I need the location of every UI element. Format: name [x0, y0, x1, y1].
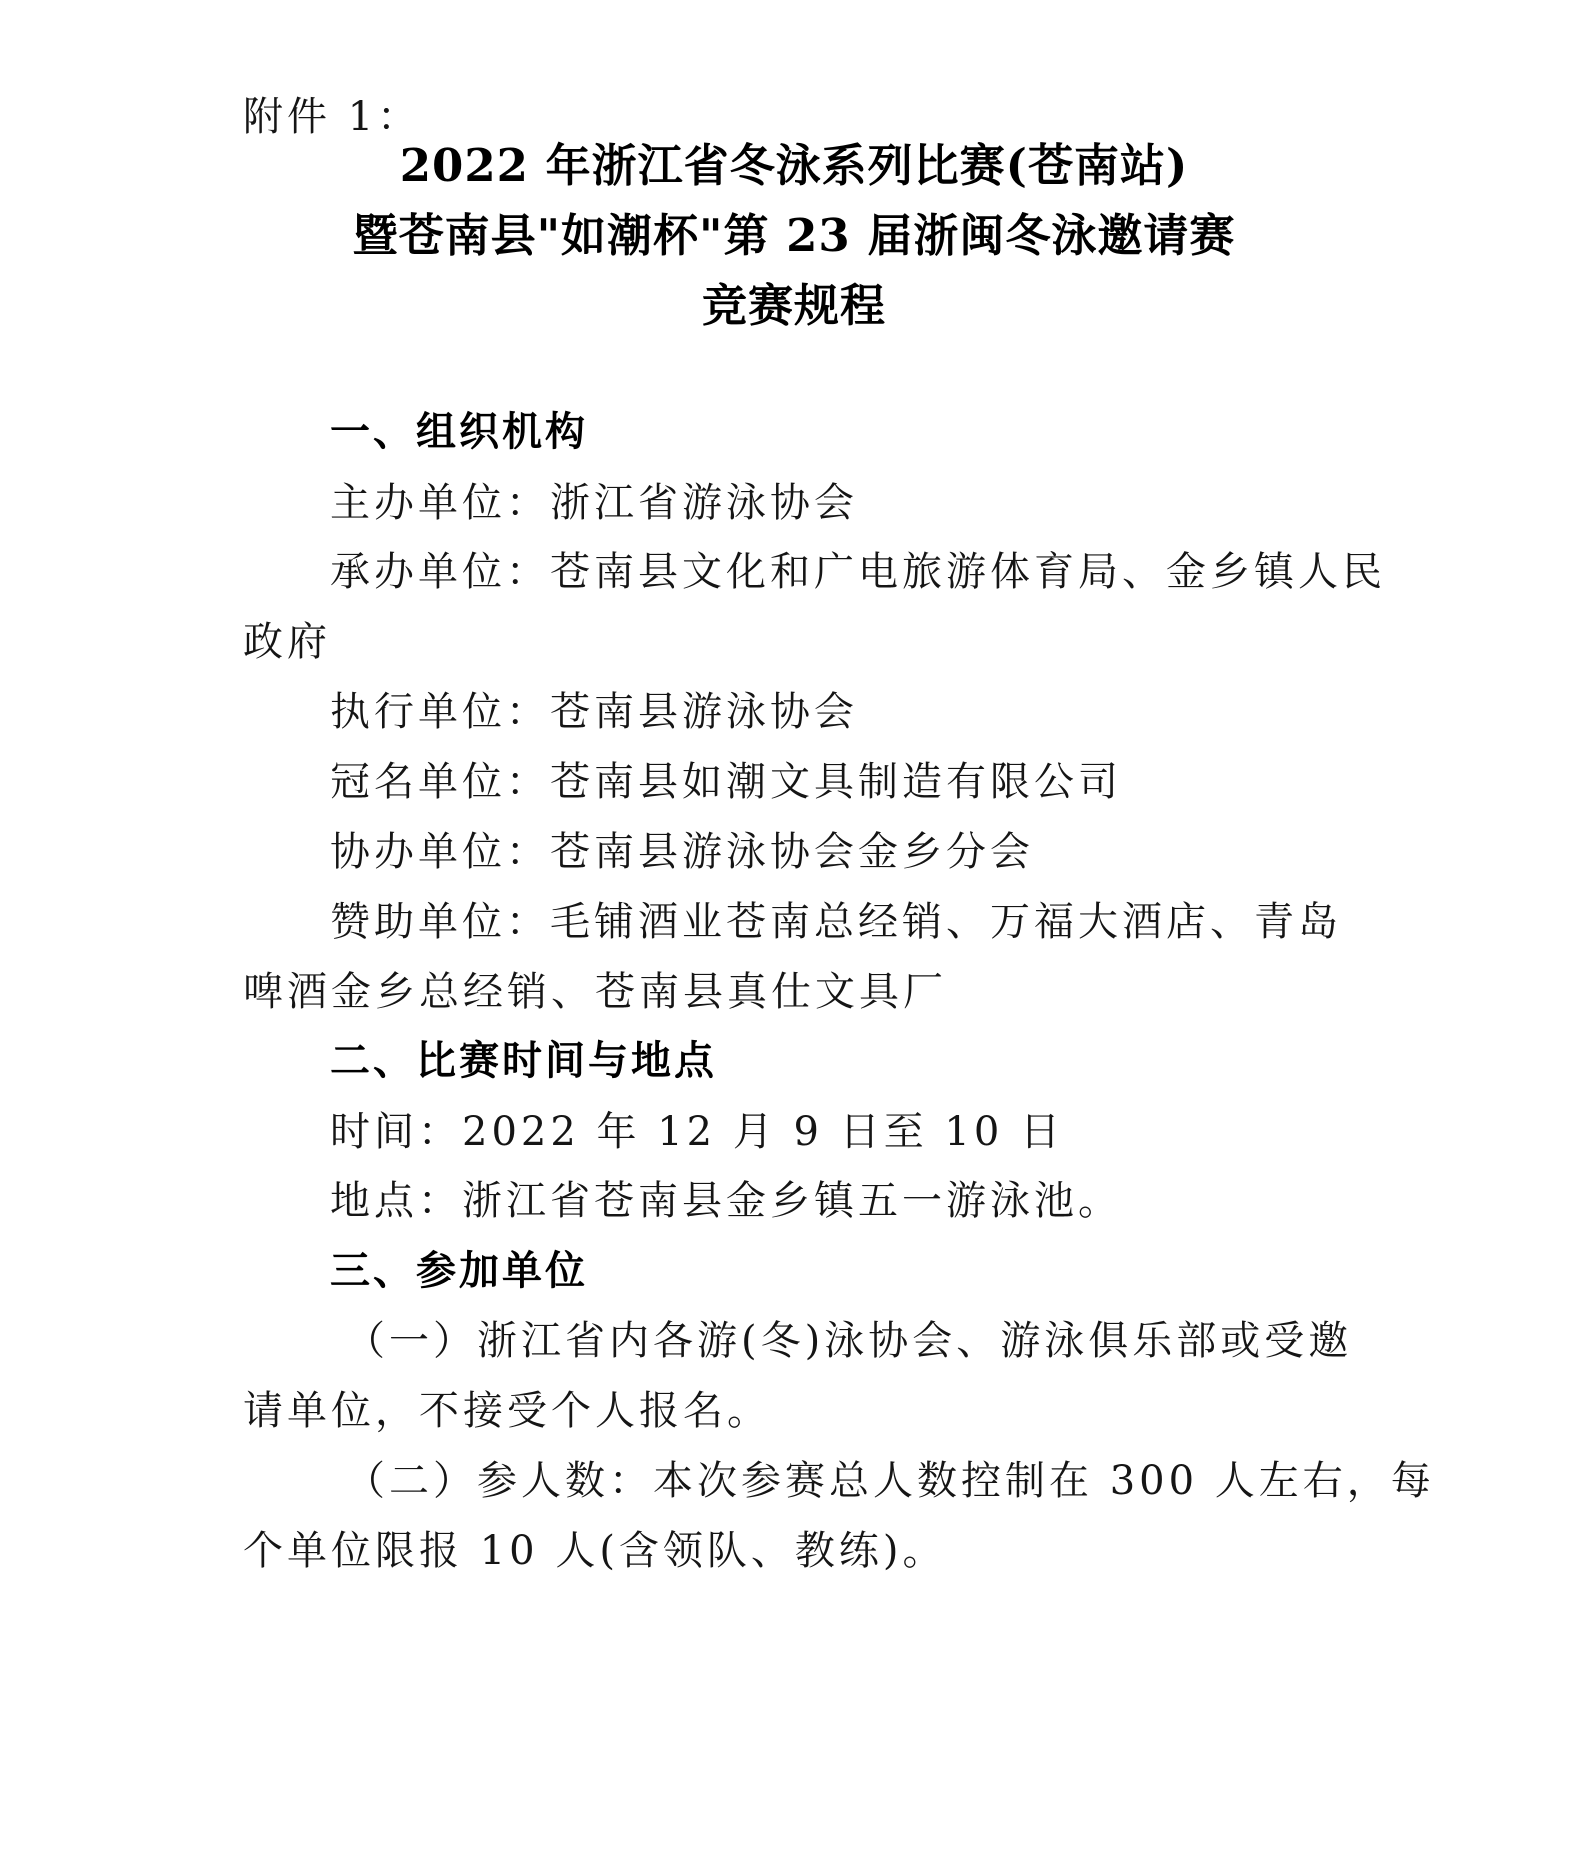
- title-sponsor-unit: 冠名单位：苍南县如潮文具制造有限公司: [330, 759, 1122, 805]
- attachment-label: 附件 1：: [243, 94, 422, 140]
- organizer-unit-line-2: 政府: [243, 619, 331, 665]
- item-1-line-2: 请单位，不接受个人报名。: [243, 1388, 771, 1434]
- event-time: 时间：2022 年 12 月 9 日至 10 日: [330, 1109, 1065, 1155]
- document-title-line-3: 竞赛规程: [701, 279, 886, 332]
- host-unit: 主办单位：浙江省游泳协会: [330, 480, 858, 526]
- event-place: 地点：浙江省苍南县金乡镇五一游泳池。: [330, 1178, 1122, 1224]
- sponsor-units-line-2: 啤酒金乡总经销、苍南县真仕文具厂: [243, 969, 947, 1015]
- item-2-line-1: （二）参人数：本次参赛总人数控制在 300 人左右，每: [345, 1458, 1435, 1504]
- item-1-line-1: （一）浙江省内各游(冬)泳协会、游泳俱乐部或受邀: [345, 1318, 1353, 1364]
- document-title-line-1: 2022 年浙江省冬泳系列比赛(苍南站): [399, 139, 1189, 192]
- organizer-unit-line-1: 承办单位：苍南县文化和广电旅游体育局、金乡镇人民: [330, 549, 1386, 595]
- item-2-line-2: 个单位限报 10 人(含领队、教练)。: [243, 1528, 947, 1574]
- section-3-heading: 三、参加单位: [330, 1248, 588, 1294]
- co-organizer-unit: 协办单位：苍南县游泳协会金乡分会: [330, 829, 1034, 875]
- section-1-heading: 一、组织机构: [330, 409, 588, 455]
- section-2-heading: 二、比赛时间与地点: [330, 1038, 717, 1084]
- executor-unit: 执行单位：苍南县游泳协会: [330, 689, 858, 735]
- sponsor-units-line-1: 赞助单位：毛铺酒业苍南总经销、万福大酒店、青岛: [330, 899, 1342, 945]
- document-title-line-2: 暨苍南县"如潮杯"第 23 届浙闽冬泳邀请赛: [352, 209, 1236, 262]
